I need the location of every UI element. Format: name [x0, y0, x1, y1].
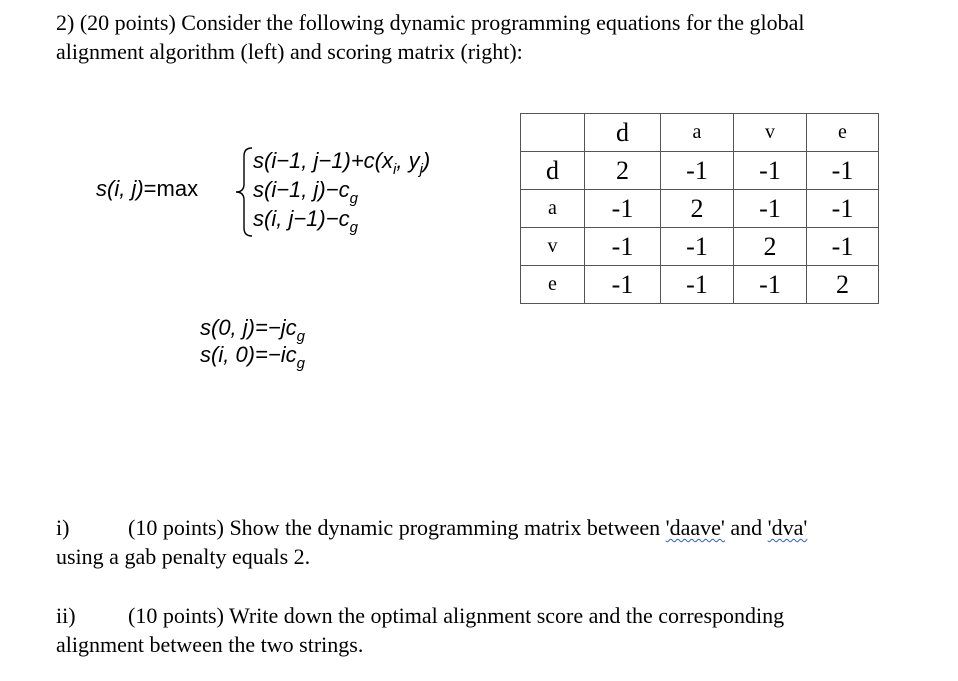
- equation-case-1: [253, 148, 431, 178]
- part-i-number: i): [56, 515, 70, 540]
- matrix-header-row: [521, 114, 879, 152]
- matrix-cell: -1: [585, 266, 661, 304]
- matrix-row: [521, 266, 879, 304]
- matrix-cell: 2: [734, 228, 807, 266]
- case-2-sub: g: [349, 190, 358, 207]
- matrix-row: [521, 190, 879, 228]
- scoring-matrix-table: [520, 113, 879, 304]
- init-equation-2: [200, 342, 305, 372]
- case-1-end: ): [422, 148, 431, 173]
- equation-lhs: [96, 176, 198, 202]
- intro-line-1: 2) (20 points) Consider the following dynamic programming equations for the global: [56, 10, 805, 35]
- matrix-cell: -1: [734, 266, 807, 304]
- word-dva: 'dva': [767, 515, 808, 540]
- matrix-cell: -1: [734, 190, 807, 228]
- part-ii-text: (10 points) Write down the optimal alignment score and the corresponding: [128, 603, 785, 628]
- init-2-text: s(i, 0)=−ic: [200, 342, 297, 367]
- matrix-row-label: v: [521, 228, 585, 266]
- part-i: [56, 513, 936, 571]
- equation-case-2: [253, 177, 358, 207]
- case-1-sub-j: j: [419, 161, 423, 178]
- matrix-cell: 2: [661, 190, 734, 228]
- matrix-cell: -1: [734, 152, 807, 190]
- matrix-header-cell: v: [734, 114, 807, 152]
- equation-max: =max: [143, 176, 199, 201]
- word-daave: 'daave': [665, 515, 725, 540]
- matrix-row: [521, 228, 879, 266]
- init-equation-1: [200, 315, 305, 345]
- equation-case-3: [253, 206, 358, 236]
- matrix-row-label: a: [521, 190, 585, 228]
- part-i-text: (10 points) Show the dynamic programming matrix between: [128, 515, 666, 540]
- init-2-sub: g: [296, 355, 305, 372]
- matrix-cell: 2: [807, 266, 879, 304]
- matrix-corner-cell: [521, 114, 585, 152]
- matrix-cell: 2: [585, 152, 661, 190]
- matrix-cell: -1: [661, 228, 734, 266]
- matrix-row-label: d: [521, 152, 585, 190]
- matrix-header-cell: a: [661, 114, 734, 152]
- part-i-line-2: using a gab penalty equals 2.: [56, 544, 311, 569]
- init-1-text: s(0, j)=−jc: [200, 315, 297, 340]
- matrix-row: [521, 152, 879, 190]
- matrix-cell: -1: [807, 152, 879, 190]
- case-3-text: s(i, j−1)−c: [253, 206, 350, 231]
- part-ii-line-1: [56, 601, 936, 630]
- init-1-sub: g: [296, 328, 305, 345]
- matrix-cell: -1: [661, 266, 734, 304]
- matrix-cell: -1: [807, 228, 879, 266]
- matrix-cell: -1: [807, 190, 879, 228]
- part-i-and: and: [724, 515, 768, 540]
- part-i-line-1: [56, 513, 936, 542]
- matrix-header-cell: e: [807, 114, 879, 152]
- part-ii: [56, 601, 936, 659]
- part-ii-number: ii): [56, 603, 76, 628]
- case-3-sub: g: [349, 219, 358, 236]
- case-1-sub-i: i: [393, 161, 397, 178]
- case-1-mid: , y: [396, 148, 420, 173]
- matrix-cell: -1: [585, 228, 661, 266]
- matrix-row-label: e: [521, 266, 585, 304]
- part-ii-line-2: alignment between the two strings.: [56, 632, 364, 657]
- matrix-cell: -1: [585, 190, 661, 228]
- equation-lhs-text: s(i, j): [96, 176, 144, 201]
- question-intro: [56, 8, 936, 66]
- matrix-header-cell: d: [585, 114, 661, 152]
- case-1-text: s(i−1, j−1)+c(x: [253, 148, 393, 173]
- matrix-cell: -1: [661, 152, 734, 190]
- intro-line-2: alignment algorithm (left) and scoring matrix (right):: [56, 39, 523, 64]
- case-2-text: s(i−1, j)−c: [253, 177, 350, 202]
